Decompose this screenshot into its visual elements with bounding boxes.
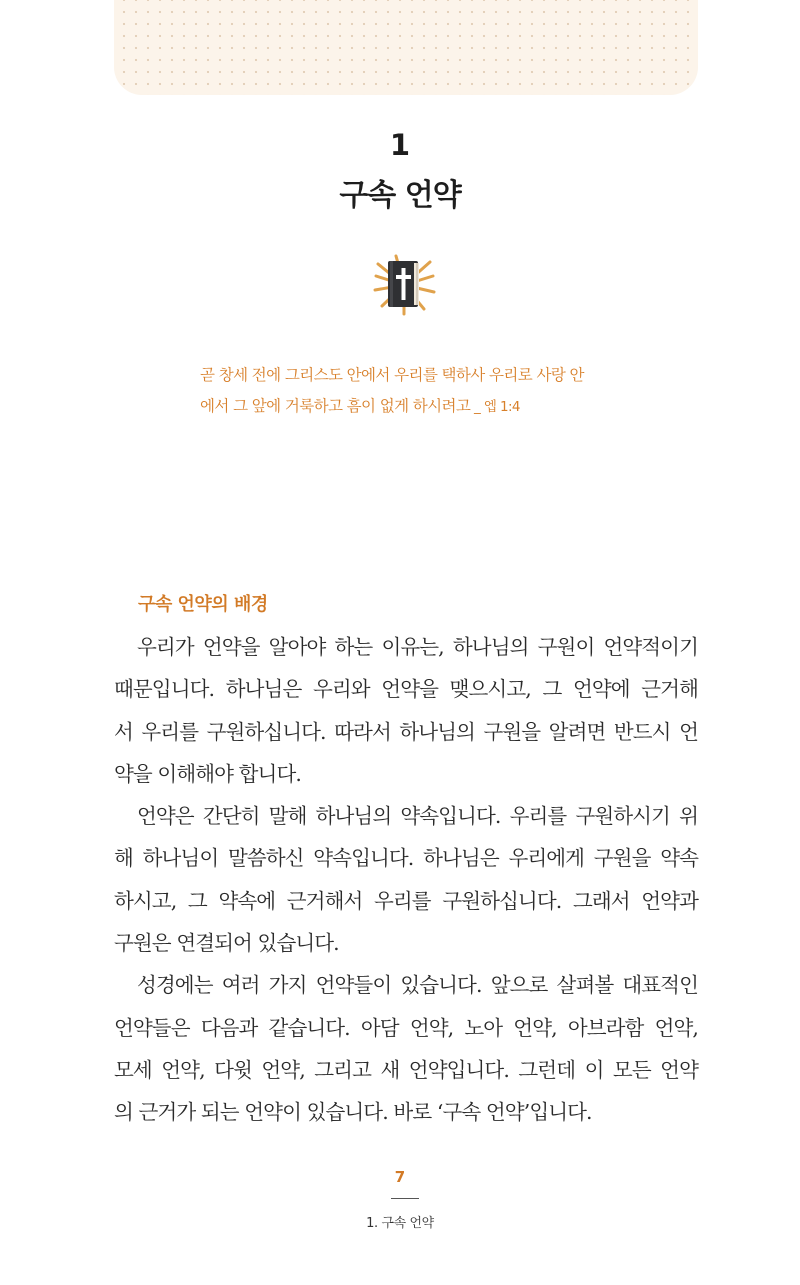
body-line: 구원은 연결되어 있습니다. [114, 931, 339, 956]
epigraph-line [200, 391, 640, 423]
chapter-title: 구속 언약 [339, 178, 461, 213]
body-line: 하시고, 그 약속에 근거해서 우리를 구원하십니다. 그래서 언약과 [114, 888, 698, 913]
body-line: 성경에는 여러 가지 언약들이 있습니다. 앞으로 살펴볼 대표적인 [137, 973, 698, 998]
running-footer-title: 1. 구속 언약 [366, 1216, 434, 1231]
body-text [114, 626, 698, 1134]
epigraph-line: 곧 창세 전에 그리스도 안에서 우리를 택하사 우리로 사랑 안 [200, 366, 584, 384]
page-number: 7 [394, 1168, 406, 1186]
body-line: 언약은 간단히 말해 하나님의 약속입니다. 우리를 구원하시기 위 [137, 804, 698, 829]
body-line: 우리가 언약을 알아야 하는 이유는, 하나님의 구원이 언약적이기 [137, 635, 698, 659]
chapter-number: 1 [389, 128, 411, 162]
section-heading: 구속 언약의 배경 [138, 594, 268, 615]
footer-divider [391, 1198, 419, 1199]
body-line: 약을 이해해야 합니다. [114, 761, 301, 786]
body-line: 해 하나님이 말씀하신 약속입니다. 하나님은 우리에게 구원을 약속 [114, 846, 698, 871]
decorative-top-panel [114, 0, 698, 95]
epigraph-line-text: 에서 그 앞에 거룩하고 흠이 없게 하시려고 [200, 397, 471, 415]
epigraph-quote [200, 360, 640, 423]
body-line: 모세 언약, 다윗 언약, 그리고 새 언약입니다. 그런데 이 모든 언약 [114, 1057, 698, 1082]
body-line: 서 우리를 구원하십니다. 따라서 하나님의 구원을 알려면 반드시 언 [114, 719, 698, 744]
bible-with-cross-icon [372, 254, 436, 316]
epigraph-reference: _ 엡 1:4 [470, 399, 520, 415]
body-line: 의 근거가 되는 언약이 있습니다. 바로 ‘구속 언약’입니다. [114, 1100, 592, 1125]
body-line: 언약들은 다음과 같습니다. 아담 언약, 노아 언약, 아브라함 언약, [114, 1015, 698, 1040]
body-line: 때문입니다. 하나님은 우리와 언약을 맺으시고, 그 언약에 근거해 [114, 677, 698, 702]
